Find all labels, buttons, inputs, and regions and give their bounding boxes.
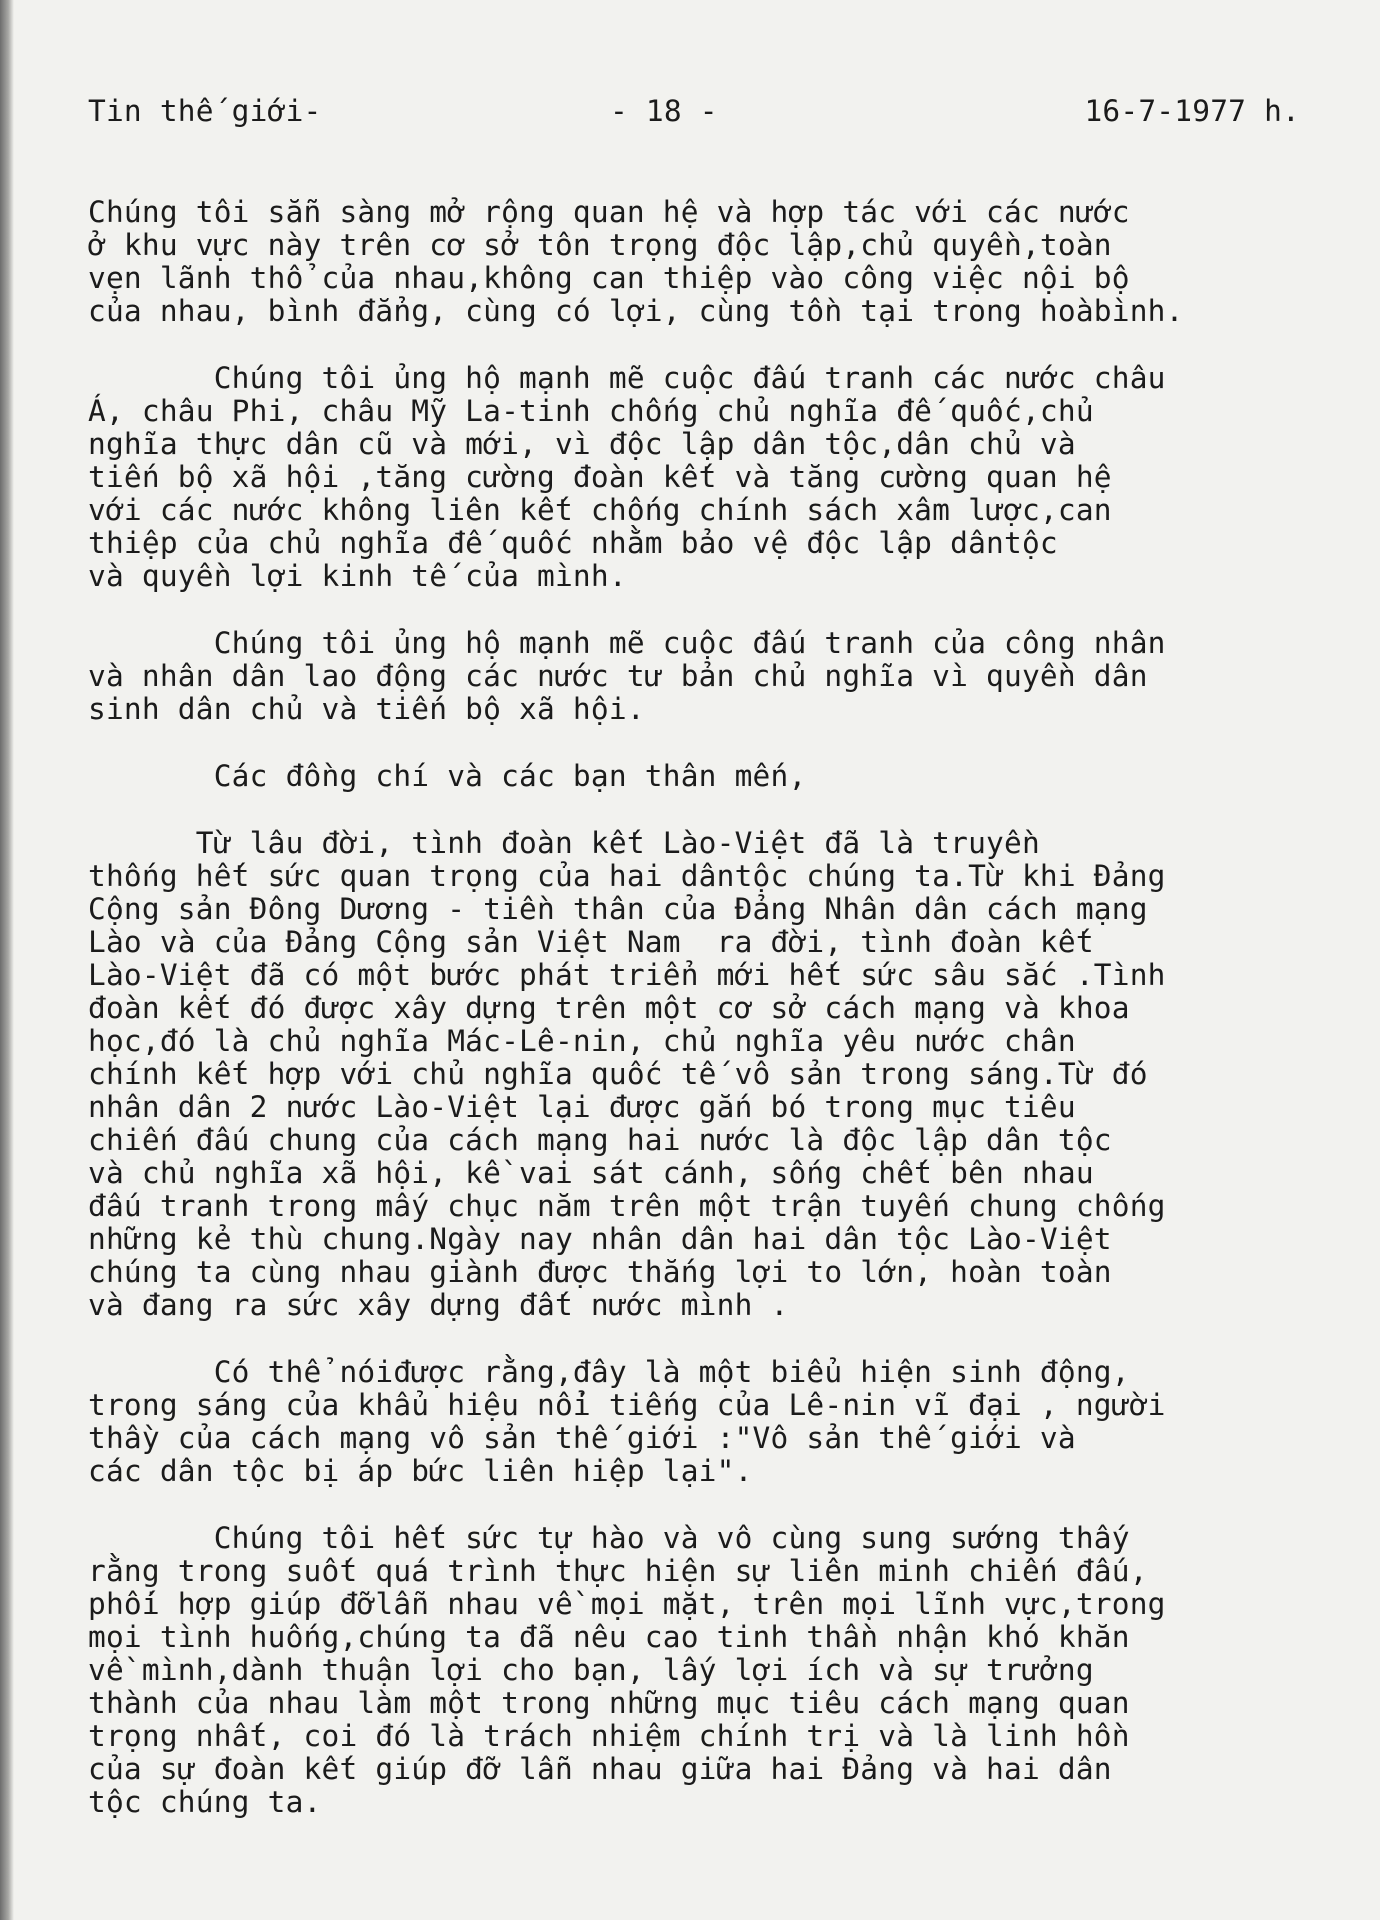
text-line: Các đồng chí và các bạn thân mến, [88, 759, 807, 793]
text-line: Á, châu Phi, châu Mỹ La-tinh chống chủ nghĩa đế quốc,chủ [88, 394, 1094, 428]
text-line: tiến bộ xã hội ,tăng cường đoàn kết và tăng cường quan hệ [88, 460, 1112, 494]
text-line: tộc chúng ta. [88, 1785, 322, 1819]
text-line: thiệp của chủ nghĩa đế quốc nhằm bảo vệ độc lập dântộc [88, 526, 1058, 560]
text-line: của sự đoàn kết giúp đỡ lẫn nhau giữa hai Đảng và hai dân [88, 1752, 1112, 1786]
text-line: học,đó là chủ nghĩa Mác-Lê-nin, chủ nghĩa yêu nước chân [88, 1024, 1076, 1058]
text-line: đấu tranh trong mấy chục năm trên một trận tuyến chung chống [88, 1189, 1166, 1223]
page-edge-shadow [0, 0, 14, 1920]
paragraph-1 [88, 196, 1320, 328]
text-line: mọi tình huống,chúng ta đã nêu cao tinh thần nhận khó khăn [88, 1620, 1130, 1654]
text-line: và đang ra sức xây dựng đất nước mình . [88, 1288, 789, 1322]
text-line: thành của nhau làm một trong những mục tiêu cách mạng quan [88, 1686, 1130, 1720]
text-line: Chúng tôi sẵn sàng mở rộng quan hệ và hợp tác với các nước [88, 195, 1130, 229]
paragraph-2 [88, 362, 1320, 593]
text-line: và nhân dân lao động các nước tư bản chủ nghĩa vì quyền dân [88, 659, 1148, 693]
salutation [88, 760, 1320, 793]
text-line: phối hợp giúp đỡlẫn nhau về mọi mặt, trên mọi lĩnh vực,trong [88, 1587, 1166, 1621]
text-line: Chúng tôi ủng hộ mạnh mẽ cuộc đấu tranh của công nhân [88, 626, 1166, 660]
paragraph-6 [88, 1356, 1320, 1488]
text-line: các dân tộc bị áp bức liên hiệp lại". [88, 1454, 753, 1488]
text-line: và quyền lợi kinh tế của mình. [88, 559, 627, 593]
text-line: thầy của cách mạng vô sản thế giới :"Vô sản thế giới và [88, 1421, 1076, 1455]
paragraph-3 [88, 627, 1320, 726]
paragraph-5 [88, 827, 1320, 1322]
text-line: Cộng sản Đông Dương - tiền thân của Đảng Nhân dân cách mạng [88, 892, 1148, 926]
text-line: Từ lâu đời, tình đoàn kết Lào-Việt đã là truyền [88, 826, 1040, 860]
text-line: đoàn kết đó được xây dựng trên một cơ sở cách mạng và khoa [88, 991, 1130, 1025]
document-body [88, 196, 1320, 1819]
text-line: nhân dân 2 nước Lào-Việt lại được gắn bó trong mục tiêu [88, 1090, 1076, 1124]
text-line: và chủ nghĩa xã hội, kề vai sát cánh, sống chết bên nhau [88, 1156, 1094, 1190]
text-line: ở khu vực này trên cơ sở tôn trọng độc lập,chủ quyền,toàn [88, 228, 1112, 262]
text-line: Lào và của Đảng Cộng sản Việt Nam ra đời, tình đoàn kết [88, 925, 1094, 959]
text-line: với các nước không liên kết chống chính sách xâm lược,can [88, 493, 1112, 527]
paragraph-7 [88, 1522, 1320, 1819]
text-line: Chúng tôi hết sức tự hào và vô cùng sung sướng thấy [88, 1521, 1130, 1555]
text-line: Có thể nóiđược rằng,đây là một biểu hiện sinh động, [88, 1355, 1130, 1389]
text-line: trong sáng của khẩu hiệu nổi tiếng của Lê-nin vĩ đại , người [88, 1388, 1166, 1422]
header-page-number: - 18 - [610, 94, 718, 128]
text-line: nghĩa thực dân cũ và mới, vì độc lập dân tộc,dân chủ và [88, 427, 1076, 461]
text-line: trọng nhất, coi đó là trách nhiệm chính trị và là linh hồn [88, 1719, 1130, 1753]
header-date: 16-7-1977 h. [1084, 94, 1300, 128]
text-line: vẹn lãnh thổ của nhau,không can thiệp vào công việc nội bộ [88, 261, 1130, 295]
text-line: về mình,dành thuận lợi cho bạn, lấy lợi ích và sự trưởng [88, 1653, 1094, 1687]
text-line: chính kết hợp với chủ nghĩa quốc tế vô sản trong sáng.Từ đó [88, 1057, 1148, 1091]
text-line: chúng ta cùng nhau giành được thắng lợi to lớn, hoàn toàn [88, 1255, 1112, 1289]
text-line: chiến đấu chung của cách mạng hai nước là độc lập dân tộc [88, 1123, 1112, 1157]
text-line: những kẻ thù chung.Ngày nay nhân dân hai dân tộc Lào-Việt [88, 1222, 1112, 1256]
text-line: Chúng tôi ủng hộ mạnh mẽ cuộc đấu tranh các nước châu [88, 361, 1166, 395]
text-line: của nhau, bình đẳng, cùng có lợi, cùng tồn tại trong hoàbình. [88, 294, 1184, 328]
text-line: rằng trong suốt quá trình thực hiện sự liên minh chiến đấu, [88, 1554, 1148, 1588]
text-line: thống hết sức quan trọng của hai dântộc chúng ta.Từ khi Đảng [88, 859, 1166, 893]
text-line: sinh dân chủ và tiến bộ xã hội. [88, 692, 645, 726]
header-source: Tin thế giới- [88, 94, 322, 128]
page-header [88, 94, 1300, 138]
text-line: Lào-Việt đã có một bước phát triển mới hết sức sâu sắc .Tình [88, 958, 1166, 992]
